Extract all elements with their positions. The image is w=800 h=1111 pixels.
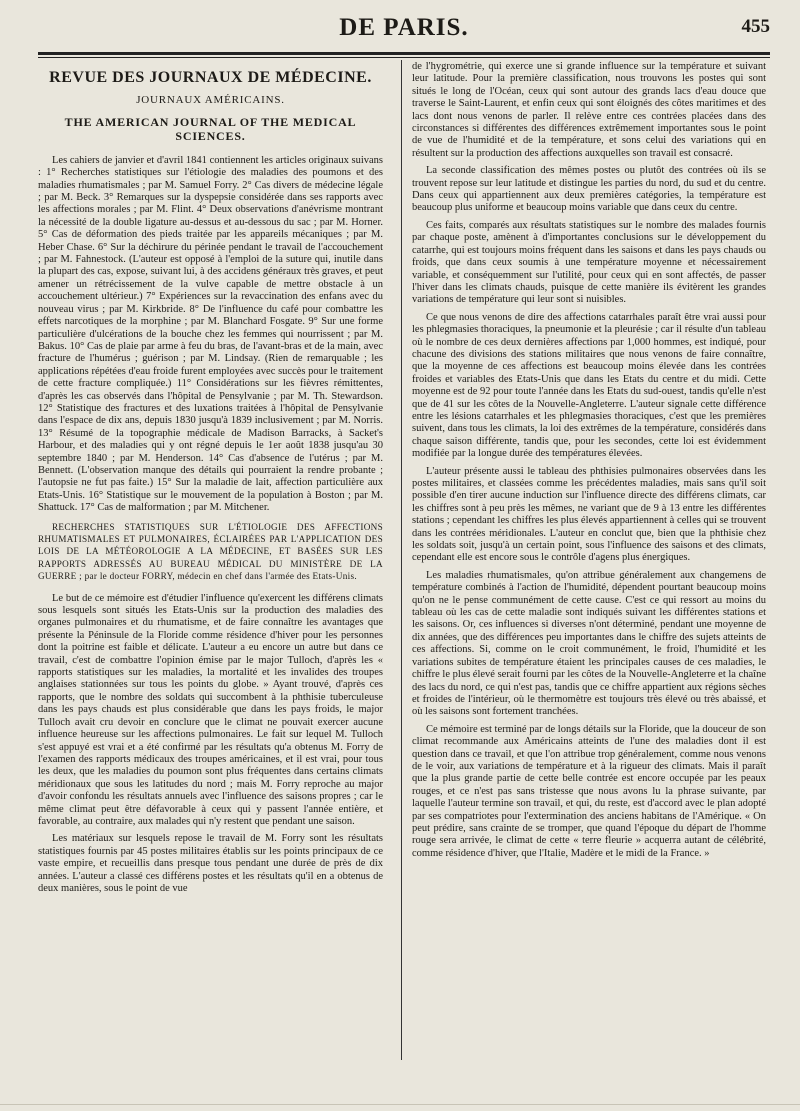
page-header xyxy=(38,12,770,48)
paragraph: Les cahiers de janvier et d'avril 1841 contiennent les articles originaux suivans : 1° Recherches statistiques sur l'étiologie des maladies des poumons et des maladies rhumatismales ; par M. Samuel Forry. 2° Cas divers de médecine légale ; par M. Beck. 3° Remarques sur la dyspepsie considérée dans ses rapports avec les affections morales ; par M. Flint. 4° Deux observations d'anévrisme montrant la nécessité de la double ligature au-dessus et au-dessous du sac ; par M. Horner. 5° Cas de déformation des pieds traitée par les appareils mécaniques ; par M. Heber Chase. 6° Sur la déchirure du périnée pendant le travail de l'accouchement ; par M. Fahnestock. (L'auteur est opposé à l'emploi de la suture qui, inutile dans la plupart des cas, expose, suivant lui, à des accidens généraux très graves, et peut amener un rétrécissement de la vulve capable de mettre obstacle à un accouchement ultérieur.) 7° Expériences sur la revaccination des enfans avec du nouveau virus ; par M. Kirkbride. 8° De l'influence du café pour combattre les effets narcotiques de la morphine ; par M. Blanchard Fosgate. 9° Sur une forme particulière d'ulcérations de la bouche chez les femmes qui nourrissent ; par M. Bakus. 10° Cas de plaie par arme à feu du bras, de l'avant-bras et de la main, avec fracture de l'humérus ; guérison ; par M. Lindsay. (Rien de remarquable ; les applications répétées d'eau froide furent employées avec succès pour le traitement de cette fracture compliquée.) 11° Considérations sur les fièvres rémittentes, d'après les cas observés dans l'hôpital de Pensylvanie ; par M. Th. Stewardson. 12° Statistique des fractures et des luxations traitées à l'hôpital de Pensylvanie dans l'espace de dix ans, depuis 1830 jusqu'à 1839 inclusivement ; par M. Norris. 13° Résumé de la topographie médicale de Madison Barracks, à Sacket's Harbour, et des maladies qui y ont régné depuis le 1er août 1838 jusqu'au 30 septembre 1840 ; par M. Henderson. 14° Cas d'absence de l'utérus ; par M. Bennett. (L'observation manque des détails qui pourraient la rendre probante ; l'autopsie ne fut pas faite.) 15° Sur la maladie de lait, affection particulière aux Etats-Unis. 16° Statistique sur le mouvement de la population à Boston ; par M. Shattuck. 17° Cas de malformation ; par M. Mitchener. xyxy=(38,154,383,514)
paragraph: L'auteur présente aussi le tableau des phthisies pulmonaires observées dans les postes militaires, et classées comme les précédentes maladies, mais sans qu'il soit possible d'en tirer aucune induction sur l'influence directe des différens climats, car les chiffres sont à peu près les mêmes, ne variant que de 9 à 13 entre les différentes stations ; cependant les chiffres les plus élevés appartiennent à celles qui se trouvent dans les contrées méridionales. L'auteur en conclut que, bien que la phthisie chez les soldats soit, jusqu'à un certain point, sous l'influence des saisons et des climats, cependant elle est encore sous le contrôle d'agens plus énergiques. xyxy=(412,465,766,564)
article-heading: RECHERCHES STATISTIQUES SUR L'ÉTIOLOGIE DES AFFECTIONS RHUMATISMALES ET PULMONAIRES, ÉCLAIRÉES PAR L'APPLICATION DES LOIS DE LA MÉTÉOROLOGIE A LA MÉDECINE, ET BASÉES SUR LES RAPPORTS ADRESSÉS AU BUREAU MÉDICAL DU MINISTÈRE DE LA GUERRE ; par le docteur FORRY, médecin en chef dans l'armée des Etats-Unis. xyxy=(38,521,383,582)
subsection-title: JOURNAUX AMÉRICAINS. xyxy=(136,94,285,107)
paragraph: de l'hygrométrie, qui exerce une si grande influence sur la température et suivant leur latitude. Pour la première classification, nous trouvons les postes qui sont situés le long de l'Océan, ceux qui sont autour des grands lacs d'eau douce que traverse le Saint-Laurent, et enfin ceux qui sont éloignés des côtes maritimes et des lacs dont nous venons de parler. Il relève entre ces contrées placées dans des circonstances si différentes des différences extrêmement importantes sous le point de vue de l'humidité et de la température, et sons celui des variations qui en résultent sur la production des affections auxquelles son travail est consacré. xyxy=(412,61,766,159)
paragraph: Ce mémoire est terminé par de longs détails sur la Floride, que la douceur de son climat recommande aux Américains atteints de l'une des maladies dont il est question dans ce travail, et que l'on attribue trop généralement, comme nous venons de le voir, aux variations de température et à la rigueur des climats. Mais il paraît que la plus grande partie de cette belle contrée est encore occupée par les peaux rouges, et ce n'est pas sans tristesse que nous avons lu la phrase suivante, par laquelle l'auteur termine son travail, et qui, du reste, est d'accord avec le plan adopté par ses compatriotes pour l'extermination des anciens habitans de l'Amérique. « On peut prédire, sans crainte de se tromper, que quand l'époque du départ de l'homme rouge sera arrivée, le climat de cette « terre fleurie » acquerra autant de célébrité, comme résidence d'hiver, que l'Italie, Madère et le midi de la France. » xyxy=(412,723,766,859)
journal-title: THE AMERICAN JOURNAL OF THE MEDICAL SCIENCES. xyxy=(64,114,357,143)
column-divider xyxy=(401,60,402,1060)
paragraph: Ce que nous venons de dire des affections catarrhales paraît être vrai aussi pour les phlegmasies thoraciques, la pneumonie et la pleurésie ; car il résulte d'un tableau où le nombre de ces deux dernières affections par 1,000 hommes, est indiqué, pour chacune des divisions des stations militaires que nous venons de faire connaître, que la moyenne de ces affections est beaucoup moins élevée dans les contrées froides et variables des Etats-Unis que dans les Etats du centre et du midi. Cette moyenne est de 92 pour toute l'année dans les Etats du sud-ouest, tandis qu'elle n'est que de 41 sur les côtes de la Nouvelle-Angleterre. L'auteur signale cette différence entre les lésions catarrhales et les phlegmasies thoraciques, c'est que les premières suivent, dans tous les climats, la loi des extrêmes de la température, considérés dans chaque saison différente, tandis que, pour les secondes, cette loi est évidemment modifiée par la longue durée des températures élevées. xyxy=(412,311,766,460)
header-rule-thin xyxy=(38,57,770,58)
header-rule xyxy=(38,52,770,55)
running-title: DE PARIS. xyxy=(339,14,469,41)
paragraph: Le but de ce mémoire est d'étudier l'influence qu'exercent les différens climats sous lesquels sont situés les Etats-Unis sur la production des maladies des organes pulmonaires et du rhumatisme, et de faire connaître les avantages que présente la Péninsule de la Floride comme résidence d'hiver pour les personnes dont la poitrine est faible et délicate. L'auteur a eu encore un autre but dans ce travail, c'est de combattre l'opinion émise par le major Tulloch, d'après les « rapports statistiques sur les maladies, la mortalité et les invalides des troupes anglaises stationnées sur tous les points du globe. » Ayant trouvé, d'après ces rapports, que le nombre des soldats qui succombent à la phthisie tuberculeuse dans les pays chauds est plus considérable que dans les pays froids, le major Tulloch avait cru devoir en conclure que le climat ne pouvait exercer aucune influence heureuse sur les affections pulmonaires. Le fait sur lequel M. Tulloch s'est appuyé est vrai et a été confirmé par les résultats qu'a obtenus M. Forry de l'examen des rapports médicaux des troupes américaines, et il est vrai, pour tous les deux, que les maladies du poumon sont plus fréquentes dans certains climats méridionaux que sous les latitudes du nord ; mais M. Forry reproche au major d'avoir confondu les résultats annuels avec l'influence des saisons propres ; car le même climat peut être défavorable à ceux qui y passent l'année entière, et favorable, au contraire, aux malades qui n'y restent que pendant une saison. xyxy=(38,592,383,827)
paragraph: Les maladies rhumatismales, qu'on attribue généralement aux changemens de température combinés à l'action de l'humidité, dépendent pourtant beaucoup moins qu'on ne le pense communément de cette cause. C'est ce qui ressort au moins du tableau où les cas de cette maladie sont indiqués suivant les différentes stations et les saisons. Or, ces influences si diverses n'ont déterminé, pendant une moyenne de dix années, que des différences peu importantes dans le chiffre des sujets atteints de ces affections. Si, comme on le croit communément, le froid, l'humidité et les variations subites de température étaient les principales causes de ces maladies, le chiffre le plus élevé serait fourni par les côtes de la Nouvelle-Angleterre et la chaîne des lacs du nord, ce qui n'est pas, tandis que ce chiffre appartient aux régions sèches et froides de l'intérieur, où le thermomètre est toujours très élevé ou très abaissé, et où les saisons sont fortement tranchées. xyxy=(412,569,766,718)
section-title: REVUE DES JOURNAUX DE MÉDECINE. xyxy=(49,69,372,86)
right-column xyxy=(412,61,766,865)
page-edge xyxy=(0,1104,800,1105)
paragraph: Les matériaux sur lesquels repose le travail de M. Forry sont les résultats statistiques fournis par 45 postes militaires établis sur les points principaux de ce vaste empire, et recueillis dans presque tous pendant une durée de près de dix années. L'auteur a classé ces différens postes et les résultats qu'il en a obtenus de deux manières, sous le point de vue xyxy=(38,833,383,894)
page-number: 455 xyxy=(741,16,770,37)
paragraph: Ces faits, comparés aux résultats statistiques sur le nombre des malades fournis par chaque poste, amènent à d'importantes conclusions sur le développement du catarrhe, qui est toujours moins fréquent dans les saisons et dans les pays chauds ou froids, que dans ceux soumis à une température moyenne et nécessairement variable, et conséquemment sur l'utilité, pour ceux qui en sont affectés, de passer l'hiver dans les climats chauds, puisque de cette manière ils évitèrent les grandes variations de température qui leur sont si nuisibles. xyxy=(412,219,766,306)
paragraph: La seconde classification des mêmes postes ou plutôt des contrées où ils se trouvent repose sur leur latitude et distingue les parties du nord, du sud et du centre. Dans ceux qui appartiennent aux deux premières catégories, la température est beaucoup plus uniforme et beaucoup moins variable que dans ceux du centre. xyxy=(412,165,766,214)
left-column xyxy=(38,64,383,900)
